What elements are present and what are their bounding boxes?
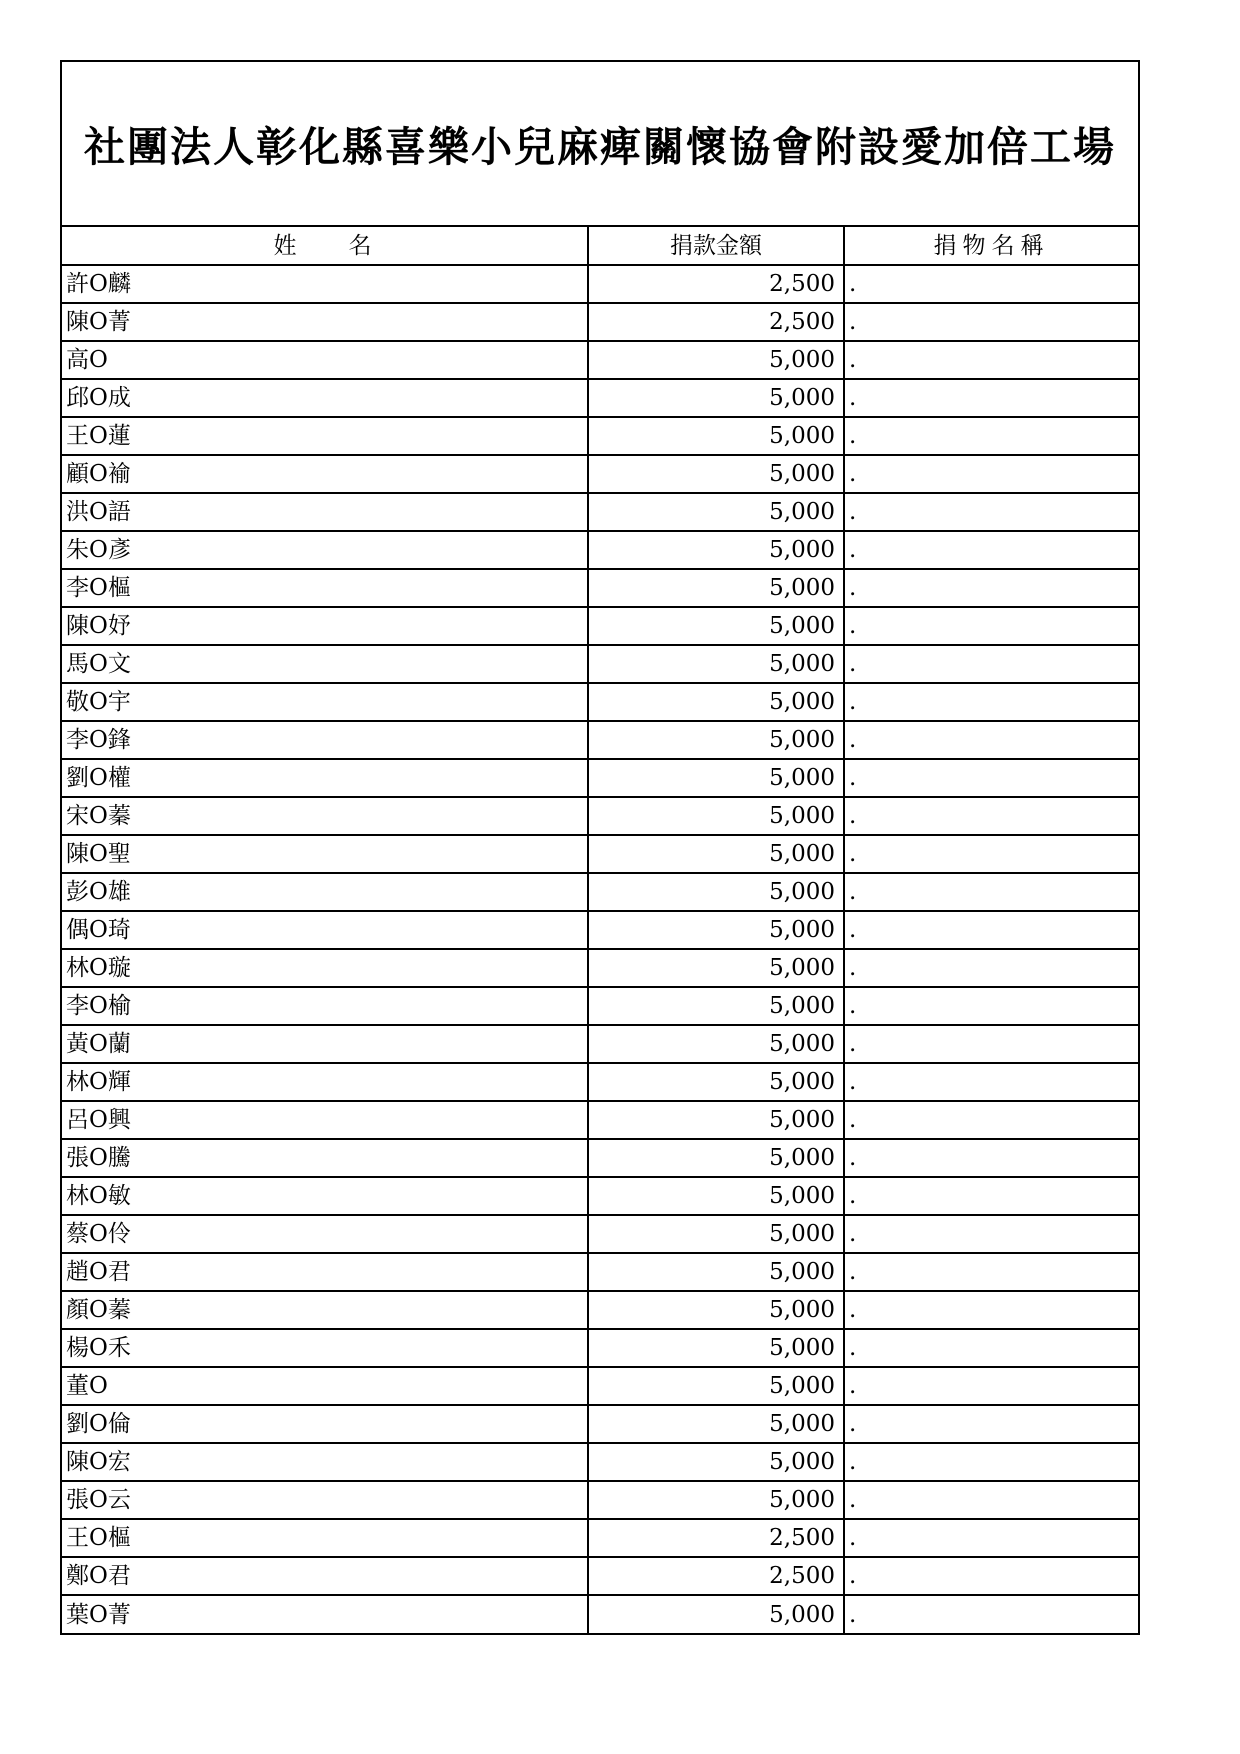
donor-name-cell: 王O樞 — [62, 1519, 588, 1557]
table-row — [62, 1025, 1138, 1063]
donation-amount-cell: 5,000 — [588, 607, 844, 645]
table-row — [62, 1291, 1138, 1329]
donation-amount-cell: 5,000 — [588, 1329, 844, 1367]
donor-name-cell: 李O樞 — [62, 569, 588, 607]
donated-item-cell: . — [844, 1367, 1138, 1405]
header-name: 姓名 — [62, 227, 588, 265]
donation-amount-cell: 5,000 — [588, 1253, 844, 1291]
table-row — [62, 1215, 1138, 1253]
donor-name-cell: 陳O聖 — [62, 835, 588, 873]
table-row — [62, 1443, 1138, 1481]
table-row — [62, 683, 1138, 721]
table-row — [62, 1519, 1138, 1557]
donation-amount-cell: 5,000 — [588, 417, 844, 455]
donation-amount-cell: 2,500 — [588, 303, 844, 341]
donation-amount-cell: 5,000 — [588, 455, 844, 493]
donation-amount-cell: 2,500 — [588, 1557, 844, 1595]
donor-name-cell: 王O蓮 — [62, 417, 588, 455]
table-row — [62, 1063, 1138, 1101]
donor-name-cell: 黃O蘭 — [62, 1025, 588, 1063]
donation-amount-cell: 5,000 — [588, 569, 844, 607]
donated-item-cell: . — [844, 911, 1138, 949]
table-row — [62, 455, 1138, 493]
donation-amount-cell: 5,000 — [588, 949, 844, 987]
donation-amount-cell: 5,000 — [588, 1139, 844, 1177]
table-row — [62, 1367, 1138, 1405]
donor-name-cell: 陳O菁 — [62, 303, 588, 341]
donated-item-cell: . — [844, 1139, 1138, 1177]
table-row — [62, 531, 1138, 569]
donation-amount-cell: 5,000 — [588, 493, 844, 531]
table-row — [62, 417, 1138, 455]
donation-amount-cell: 5,000 — [588, 721, 844, 759]
table-row — [62, 341, 1138, 379]
donor-name-cell: 馬O文 — [62, 645, 588, 683]
donated-item-cell: . — [844, 645, 1138, 683]
donor-name-cell: 朱O彥 — [62, 531, 588, 569]
table-row — [62, 303, 1138, 341]
header-amount: 捐款金額 — [588, 227, 844, 265]
donated-item-cell: . — [844, 1025, 1138, 1063]
donor-name-cell: 張O云 — [62, 1481, 588, 1519]
donor-name-cell: 林O敏 — [62, 1177, 588, 1215]
donation-amount-cell: 5,000 — [588, 1215, 844, 1253]
donation-amount-cell: 5,000 — [588, 1367, 844, 1405]
donated-item-cell: . — [844, 721, 1138, 759]
table-row — [62, 987, 1138, 1025]
donor-name-cell: 張O騰 — [62, 1139, 588, 1177]
table-row — [62, 1253, 1138, 1291]
donation-amount-cell: 5,000 — [588, 1063, 844, 1101]
donation-table — [62, 227, 1138, 1633]
donated-item-cell: . — [844, 1253, 1138, 1291]
donor-name-cell: 許O麟 — [62, 265, 588, 303]
donated-item-cell: . — [844, 759, 1138, 797]
table-row — [62, 493, 1138, 531]
donated-item-cell: . — [844, 1443, 1138, 1481]
donation-amount-cell: 5,000 — [588, 683, 844, 721]
donated-item-cell: . — [844, 1595, 1138, 1633]
donation-amount-cell: 5,000 — [588, 1481, 844, 1519]
donor-name-cell: 高O — [62, 341, 588, 379]
donated-item-cell: . — [844, 417, 1138, 455]
table-row — [62, 1177, 1138, 1215]
donation-amount-cell: 5,000 — [588, 1405, 844, 1443]
donated-item-cell: . — [844, 1519, 1138, 1557]
donor-name-cell: 葉O菁 — [62, 1595, 588, 1633]
table-row — [62, 379, 1138, 417]
table-row — [62, 797, 1138, 835]
donated-item-cell: . — [844, 873, 1138, 911]
donor-name-cell: 劉O權 — [62, 759, 588, 797]
table-row — [62, 873, 1138, 911]
donated-item-cell: . — [844, 683, 1138, 721]
donor-name-cell: 陳O宏 — [62, 1443, 588, 1481]
donation-amount-cell: 5,000 — [588, 531, 844, 569]
donor-name-cell: 李O鋒 — [62, 721, 588, 759]
table-row — [62, 1139, 1138, 1177]
donation-amount-cell: 5,000 — [588, 1177, 844, 1215]
donated-item-cell: . — [844, 1329, 1138, 1367]
donated-item-cell: . — [844, 303, 1138, 341]
donor-name-cell: 劉O倫 — [62, 1405, 588, 1443]
table-row — [62, 1405, 1138, 1443]
table-row — [62, 759, 1138, 797]
donated-item-cell: . — [844, 341, 1138, 379]
donated-item-cell: . — [844, 1063, 1138, 1101]
donor-name-cell: 林O璇 — [62, 949, 588, 987]
table-row — [62, 721, 1138, 759]
table-row — [62, 607, 1138, 645]
donated-item-cell: . — [844, 1215, 1138, 1253]
table-row — [62, 1329, 1138, 1367]
table-row — [62, 1595, 1138, 1633]
donation-amount-cell: 5,000 — [588, 759, 844, 797]
donation-amount-cell: 5,000 — [588, 797, 844, 835]
donation-amount-cell: 5,000 — [588, 341, 844, 379]
donor-name-cell: 董O — [62, 1367, 588, 1405]
donated-item-cell: . — [844, 493, 1138, 531]
donation-amount-cell: 5,000 — [588, 379, 844, 417]
donor-name-cell: 顏O蓁 — [62, 1291, 588, 1329]
donation-amount-cell: 2,500 — [588, 1519, 844, 1557]
donor-name-cell: 偶O琦 — [62, 911, 588, 949]
donated-item-cell: . — [844, 949, 1138, 987]
donated-item-cell: . — [844, 569, 1138, 607]
table-row — [62, 265, 1138, 303]
donated-item-cell: . — [844, 835, 1138, 873]
donation-amount-cell: 5,000 — [588, 645, 844, 683]
table-row — [62, 645, 1138, 683]
donor-name-cell: 邱O成 — [62, 379, 588, 417]
donor-name-cell: 李O榆 — [62, 987, 588, 1025]
donation-amount-cell: 5,000 — [588, 1101, 844, 1139]
donation-amount-cell: 2,500 — [588, 265, 844, 303]
donor-name-cell: 楊O禾 — [62, 1329, 588, 1367]
table-row — [62, 569, 1138, 607]
donation-sheet — [60, 60, 1140, 1635]
header-row — [62, 227, 1138, 265]
donated-item-cell: . — [844, 987, 1138, 1025]
table-row — [62, 1557, 1138, 1595]
donated-item-cell: . — [844, 1557, 1138, 1595]
donation-amount-cell: 5,000 — [588, 1595, 844, 1633]
table-row — [62, 911, 1138, 949]
donor-name-cell: 彭O雄 — [62, 873, 588, 911]
donated-item-cell: . — [844, 265, 1138, 303]
donated-item-cell: . — [844, 1481, 1138, 1519]
donated-item-cell: . — [844, 797, 1138, 835]
donation-amount-cell: 5,000 — [588, 1025, 844, 1063]
donor-name-cell: 顧O褕 — [62, 455, 588, 493]
donor-name-cell: 宋O蓁 — [62, 797, 588, 835]
table-row — [62, 835, 1138, 873]
donated-item-cell: . — [844, 607, 1138, 645]
donated-item-cell: . — [844, 379, 1138, 417]
donor-name-cell: 呂O興 — [62, 1101, 588, 1139]
donated-item-cell: . — [844, 1291, 1138, 1329]
header-item: 捐物名稱 — [844, 227, 1138, 265]
document-title: 社團法人彰化縣喜樂小兒麻痺關懷協會附設愛加倍工場 — [84, 123, 1116, 171]
table-body — [62, 265, 1138, 1633]
donation-amount-cell: 5,000 — [588, 873, 844, 911]
donation-amount-cell: 5,000 — [588, 1291, 844, 1329]
donor-name-cell: 陳O妤 — [62, 607, 588, 645]
donation-amount-cell: 5,000 — [588, 1443, 844, 1481]
donor-name-cell: 趙O君 — [62, 1253, 588, 1291]
title-box — [62, 62, 1138, 227]
table-row — [62, 949, 1138, 987]
donation-amount-cell: 5,000 — [588, 987, 844, 1025]
donor-name-cell: 蔡O伶 — [62, 1215, 588, 1253]
donated-item-cell: . — [844, 1101, 1138, 1139]
donor-name-cell: 洪O語 — [62, 493, 588, 531]
table-row — [62, 1101, 1138, 1139]
donor-name-cell: 敬O宇 — [62, 683, 588, 721]
donor-name-cell: 鄭O君 — [62, 1557, 588, 1595]
table-row — [62, 1481, 1138, 1519]
donation-amount-cell: 5,000 — [588, 835, 844, 873]
donated-item-cell: . — [844, 1177, 1138, 1215]
donated-item-cell: . — [844, 1405, 1138, 1443]
donated-item-cell: . — [844, 531, 1138, 569]
donor-name-cell: 林O輝 — [62, 1063, 588, 1101]
donated-item-cell: . — [844, 455, 1138, 493]
donation-amount-cell: 5,000 — [588, 911, 844, 949]
